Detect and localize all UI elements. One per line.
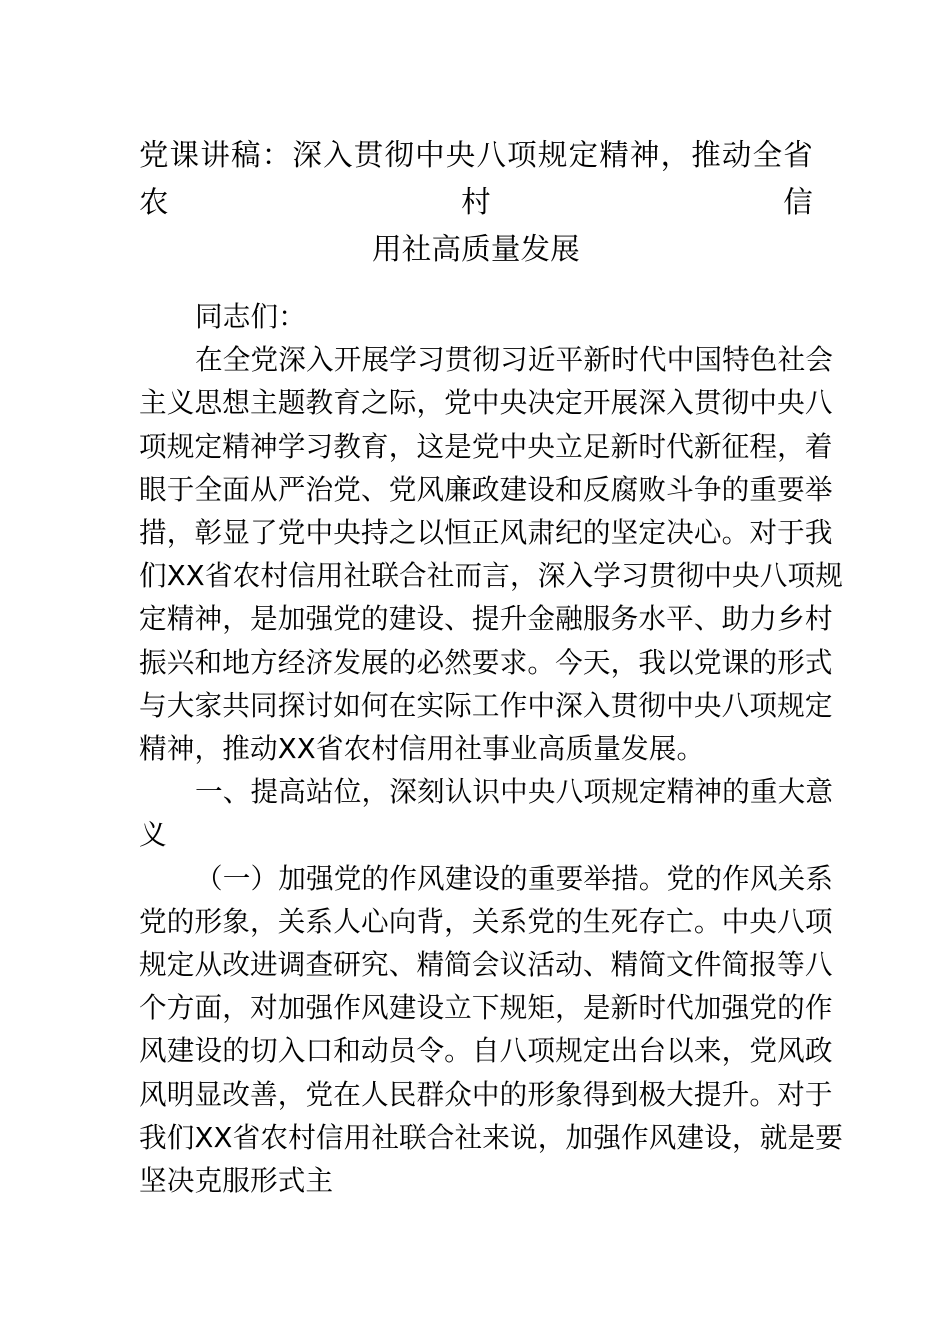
section-heading-1	[139, 770, 834, 856]
text-line: 主义思想主题教育之际，党中央决定开展深入贯彻中央八	[139, 386, 833, 420]
text-line: 个方面，对加强作风建设立下规矩，是新时代加强党的作	[139, 991, 833, 1025]
salutation-text: 同志们：	[195, 300, 306, 333]
text-line: 振兴和地方经济发展的必然要求。今天，我以党课的形式	[139, 645, 833, 679]
page-title	[139, 132, 813, 273]
page-title-line-1: 党课讲稿：深入贯彻中央八项规定精神，推动全省农村信	[139, 138, 813, 219]
page-title-line-2: 用社高质量发展	[372, 232, 580, 266]
text-line: 一、提高站位，深刻认识中央八项规定精神的重大意	[195, 775, 834, 809]
text-line: 我们XX省农村信用社联合社来说，加强作风建设，就是要	[139, 1120, 843, 1154]
text-line: 风明显改善，党在人民群众中的形象得到极大提升。对于	[139, 1077, 833, 1111]
text-line: 规定从改进调查研究、精简会议活动、精简文件简报等八	[139, 948, 833, 982]
document-content	[139, 132, 843, 1202]
text-line: 在全党深入开展学习贯彻习近平新时代中国特色社会	[195, 343, 834, 377]
text-line: 党的形象，关系人心向背，关系党的生死存亡。中央八项	[139, 904, 833, 938]
title-body-spacer	[139, 273, 813, 295]
paragraph-intro	[139, 338, 843, 770]
paragraph-section-1-1	[139, 857, 843, 1203]
salutation	[139, 295, 813, 338]
text-line: 精神，推动XX省农村信用社事业高质量发展。	[139, 732, 705, 766]
text-line: 项规定精神学习教育，这是党中央立足新时代新征程，着	[139, 429, 833, 463]
text-line: （一）加强党的作风建设的重要举措。党的作风关系	[195, 861, 834, 895]
text-line: 义	[139, 818, 167, 852]
text-line: 定精神，是加强党的建设、提升金融服务水平、助力乡村	[139, 602, 833, 636]
text-line: 与大家共同探讨如何在实际工作中深入贯彻中央八项规定	[139, 688, 833, 722]
text-line: 坚决克服形式主	[139, 1164, 334, 1198]
text-line: 风建设的切入口和动员令。自八项规定出台以来，党风政	[139, 1034, 833, 1068]
text-line: 们XX省农村信用社联合社而言，深入学习贯彻中央八项规	[139, 559, 843, 593]
text-line: 措，彰显了党中央持之以恒正风肃纪的坚定决心。对于我	[139, 516, 833, 550]
text-line: 眼于全面从严治党、党风廉政建设和反腐败斗争的重要举	[139, 472, 833, 506]
